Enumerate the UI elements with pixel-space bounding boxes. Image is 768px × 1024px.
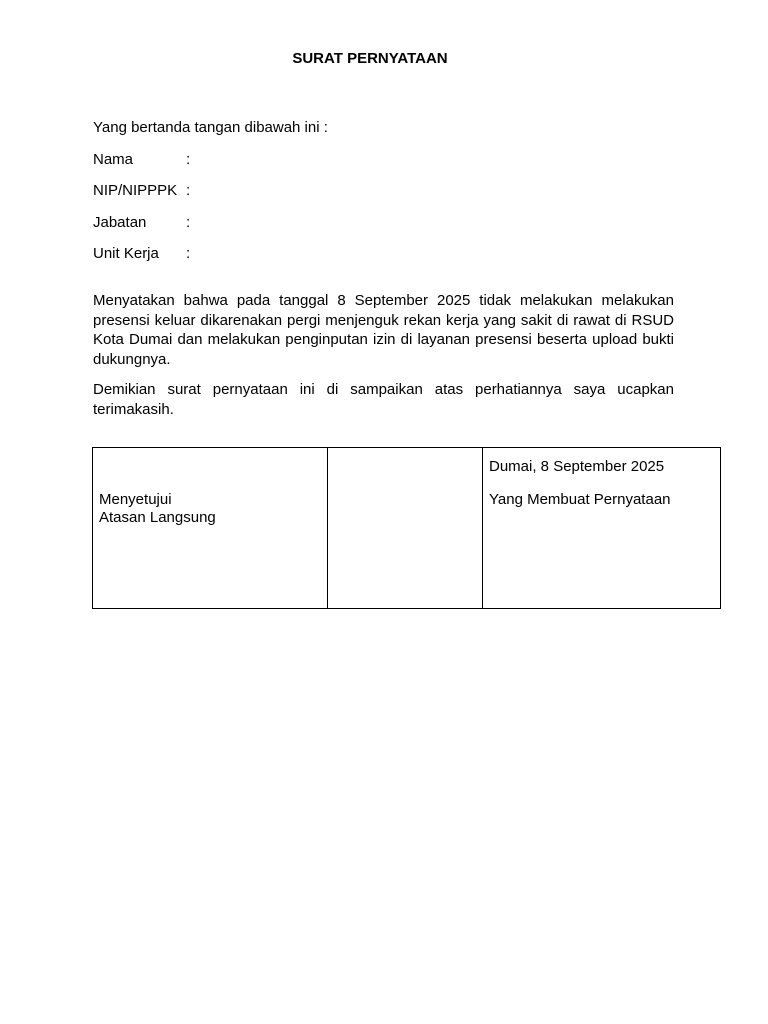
field-separator: : — [186, 182, 191, 199]
field-unit-kerja — [93, 245, 190, 262]
approver-label: Menyetujui — [99, 491, 172, 508]
field-jabatan — [93, 214, 190, 231]
document-title: SURAT PERNYATAAN — [292, 50, 448, 67]
maker-cell — [483, 448, 721, 609]
approver-title: Atasan Langsung — [99, 509, 216, 526]
field-separator: : — [186, 245, 191, 262]
approver-cell — [93, 448, 328, 609]
approver-block — [99, 491, 216, 527]
signature-table — [92, 447, 721, 609]
field-label: Nama — [93, 151, 134, 168]
field-label: Jabatan — [93, 214, 147, 231]
field-separator: : — [186, 214, 191, 231]
blank-cell — [328, 448, 483, 609]
field-label: NIP/NIPPPK — [93, 182, 178, 199]
field-separator: : — [186, 151, 191, 168]
field-nama — [93, 151, 190, 168]
maker-label: Yang Membuat Pernyataan — [489, 491, 671, 508]
intro-text: Yang bertanda tangan dibawah ini : — [93, 119, 328, 136]
closing-paragraph: Demikian surat pernyataan ini di sampaikan atas perhatiannya saya ucapkan terimakasih. — [93, 381, 674, 418]
signature-date: Dumai, 8 September 2025 — [489, 458, 665, 475]
statement-paragraph: Menyatakan bahwa pada tanggal 8 September 2025 tidak melakukan melakukan presensi keluar dikarenakan pergi menjenguk rekan kerja yang sakit di rawat di RSUD Kota Dumai dan melakukan penginputan izin di layanan presensi beserta upload bukti dukungnya. — [93, 292, 674, 368]
field-nip — [93, 182, 190, 199]
field-label: Unit Kerja — [93, 245, 159, 262]
